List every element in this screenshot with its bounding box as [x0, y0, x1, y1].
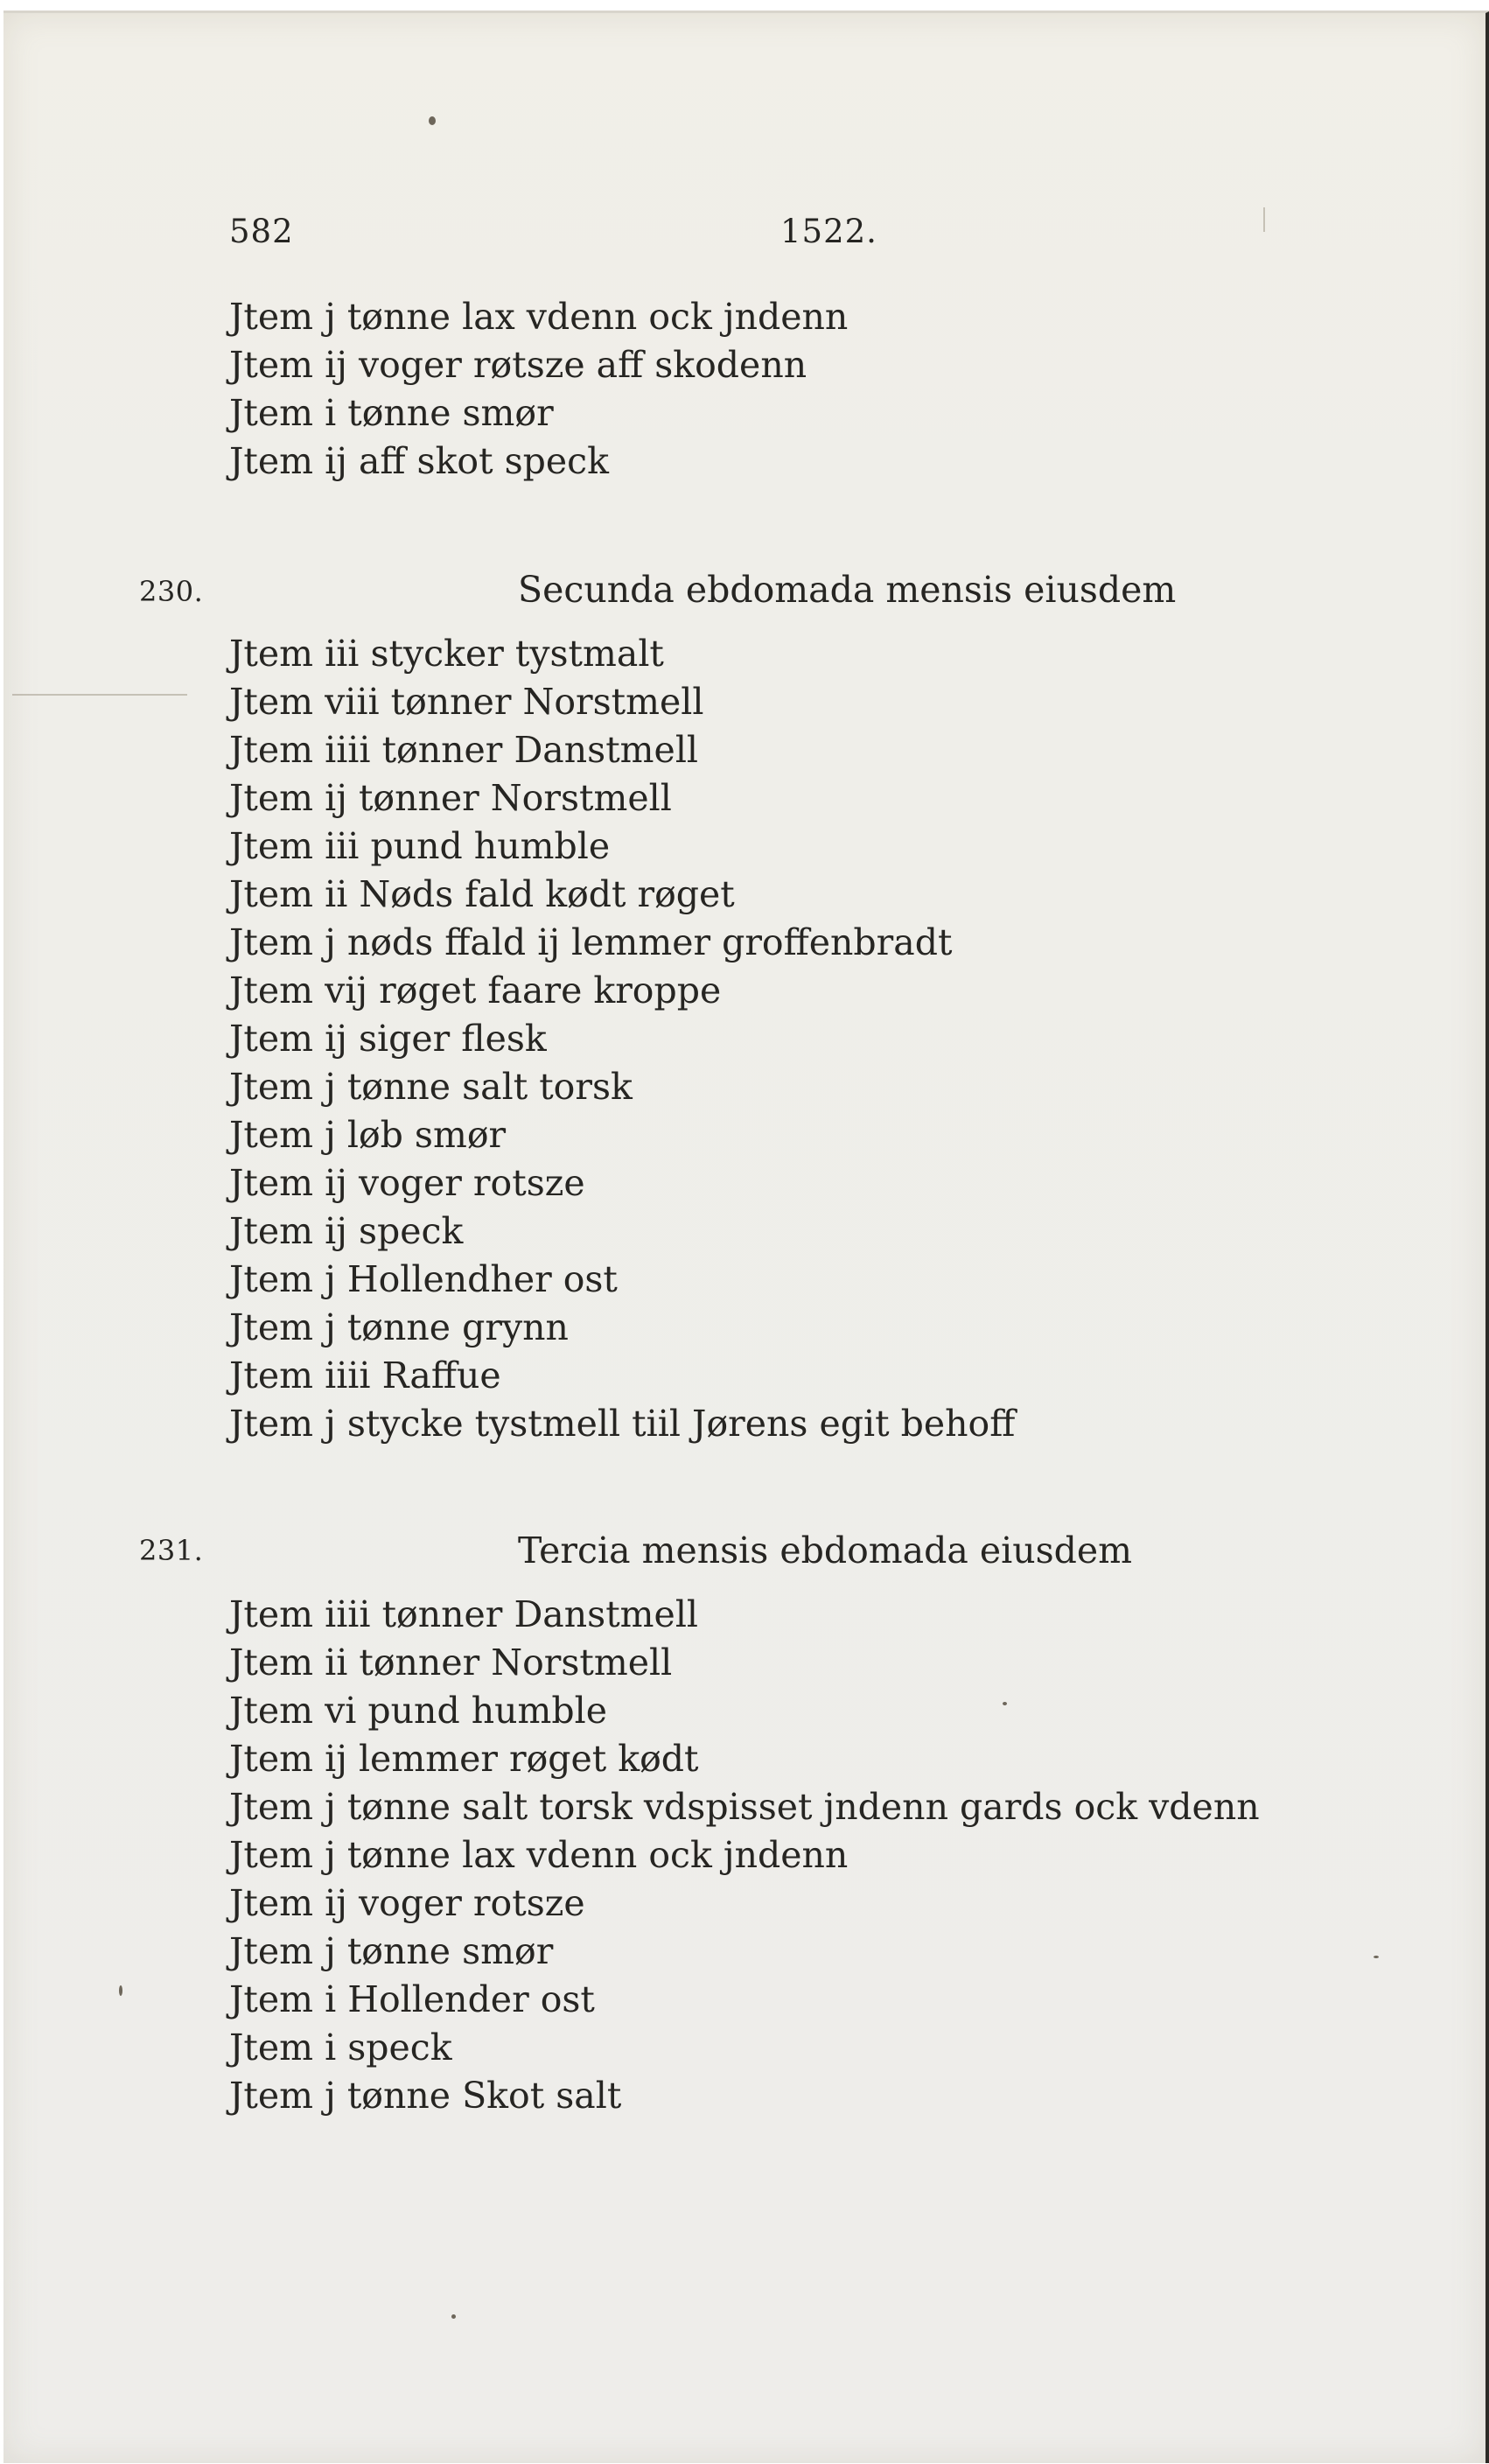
entry-line: Jtem j tønne lax vdenn ock jndenn	[229, 296, 849, 338]
year-heading: 1522.	[780, 213, 877, 250]
section-heading: Tercia mensis ebdomada eiusdem	[518, 1530, 1133, 1572]
section-entries	[229, 630, 1367, 1448]
entry-line: Jtem ij voger rotsze	[229, 1882, 585, 1924]
entry-line: Jtem ii tønner Norstmell	[229, 1642, 673, 1684]
paper-speck	[1374, 1956, 1379, 1958]
entry-line: Jtem j stycke tystmell tiil Jørens egit behoff	[229, 1403, 1016, 1445]
entry-line: Jtem j Hollendher ost	[229, 1258, 618, 1300]
entry-line: Jtem iii pund humble	[229, 825, 611, 867]
book-page	[3, 10, 1489, 2463]
paper-fibre	[1263, 207, 1265, 232]
entry-line: Jtem j tønne grynn	[229, 1306, 569, 1348]
entry-line: Jtem i Hollender ost	[229, 1978, 595, 2020]
entry-line: Jtem ij voger rotsze	[229, 1162, 585, 1204]
section-entries	[229, 1591, 1367, 2120]
entry-line: Jtem ij siger flesk	[229, 1018, 547, 1060]
section-heading: Secunda ebdomada mensis eiusdem	[518, 569, 1177, 611]
entry-line: Jtem j tønne salt torsk vdspisset jndenn gards ock vdenn	[229, 1786, 1260, 1828]
entry-line: Jtem j tønne lax vdenn ock jndenn	[229, 1834, 849, 1876]
entry-line: Jtem iii stycker tystmalt	[229, 633, 664, 675]
entry-line: Jtem j nøds ffald ij lemmer groffenbradt	[229, 921, 953, 963]
entry-line: Jtem i speck	[229, 2026, 452, 2068]
page-number: 582	[229, 213, 294, 250]
entry-line: Jtem iiii Raffue	[229, 1354, 501, 1396]
entry-line: Jtem ij aff skot speck	[229, 440, 609, 482]
section-number: 230.	[139, 575, 204, 608]
entry-line: Jtem ij voger røtsze aff skodenn	[229, 344, 807, 386]
entry-line: Jtem j tønne Skot salt	[229, 2075, 622, 2117]
entry-line: Jtem ij tønner Norstmell	[229, 777, 672, 819]
entry-line: Jtem viii tønner Norstmell	[229, 681, 704, 723]
page-header	[229, 213, 894, 265]
entry-line: Jtem vi pund humble	[229, 1690, 608, 1732]
entry-line: Jtem i tønne smør	[229, 392, 554, 434]
entry-line: Jtem ij lemmer røget kødt	[229, 1738, 699, 1780]
entry-line: Jtem iiii tønner Danstmell	[229, 1593, 699, 1635]
paper-speck	[451, 2314, 456, 2319]
intro-entries	[229, 293, 1367, 486]
paper-fibre	[12, 694, 187, 696]
entry-line: Jtem j løb smør	[229, 1114, 507, 1156]
entry-line: Jtem ij speck	[229, 1210, 464, 1252]
entry-line: Jtem j tønne smør	[229, 1930, 554, 1972]
paper-speck	[119, 1985, 122, 1996]
entry-line: Jtem j tønne salt torsk	[229, 1066, 633, 1108]
section-number: 231.	[139, 1534, 204, 1567]
paper-speck	[429, 116, 436, 125]
entry-line: Jtem vij røget faare kroppe	[229, 970, 722, 1012]
entry-line: Jtem iiii tønner Danstmell	[229, 729, 699, 771]
entry-line: Jtem ii Nøds fald kødt røget	[229, 873, 735, 915]
